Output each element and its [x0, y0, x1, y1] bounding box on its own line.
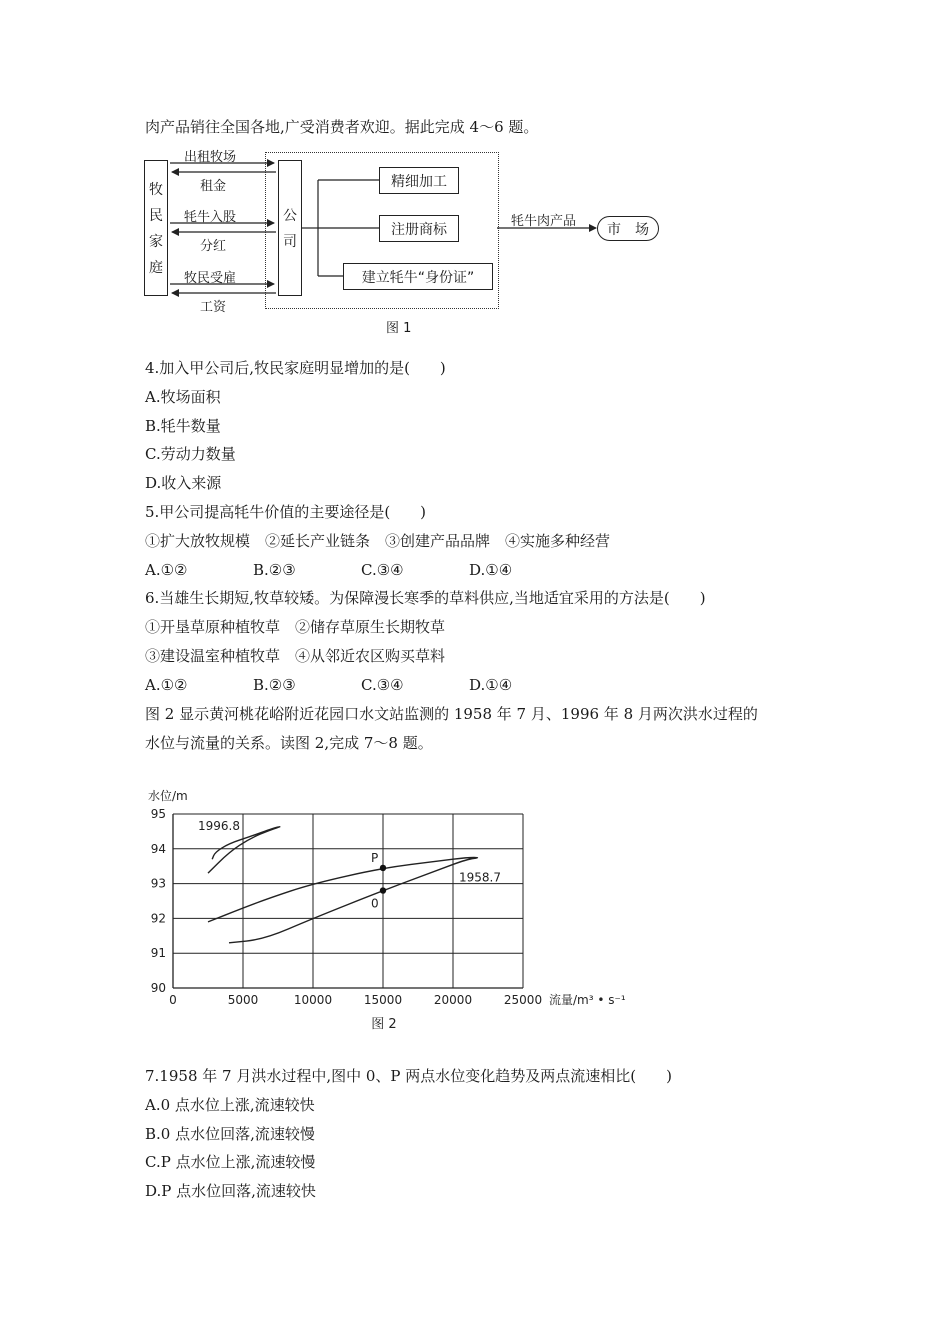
- passage-text-2-line-1: 图 2 显示黄河桃花峪附近花园口水文站监测的 1958 年 7 月、1996 年 8 月两次洪水过程的: [145, 705, 758, 723]
- herder-char: 庭: [149, 260, 163, 276]
- question-7-stem: 7.1958 年 7 月洪水过程中,图中 0、P 两点水位变化趋势及两点流速相比( ): [145, 1067, 672, 1085]
- series-label-1996-8: 1996.8: [198, 819, 240, 834]
- y-tick-label: 92: [150, 911, 166, 926]
- x-axis-label: 流量/m³ • s⁻¹: [549, 993, 626, 1007]
- marked-point-label: 0: [371, 896, 379, 911]
- question-6-option-a: A.①②: [145, 676, 188, 694]
- herder-char: 家: [149, 234, 163, 250]
- x-tick-label: 15000: [363, 993, 403, 1007]
- passage-text: 肉产品销往全国各地,广受消费者欢迎。据此完成 4～6 题。: [145, 118, 539, 136]
- x-tick-label: 20000: [433, 993, 473, 1007]
- series-label-1958-7: 1958.7: [459, 870, 501, 885]
- question-6-items-1: ①开垦草原种植牧草 ②储存草原生长期牧草: [145, 618, 446, 636]
- question-5-stem: 5.甲公司提高牦牛价值的主要途径是( ): [145, 503, 427, 521]
- y-tick-label: 90: [150, 981, 166, 995]
- label-herder-employment: 牧民受雇: [184, 271, 237, 286]
- company-char: 司: [283, 234, 297, 250]
- herder-char: 牧: [149, 182, 163, 198]
- question-5-items: ①扩大放牧规模 ②延长产业链条 ③创建产品品牌 ④实施多种经营: [145, 532, 611, 550]
- question-6-stem: 6.当雄生长期短,牧草较矮。为保障漫长寒季的草料供应,当地适宜采用的方法是( ): [145, 589, 706, 607]
- question-6-option-b: B.②③: [253, 676, 296, 694]
- label-dividends: 分红: [200, 239, 227, 254]
- question-6-items-2: ③建设温室种植牧草 ④从邻近农区购买草料: [145, 647, 446, 665]
- x-tick-label: 0: [169, 993, 177, 1007]
- company-char: 公: [283, 208, 297, 224]
- question-5-option-c: C.③④: [361, 561, 404, 579]
- y-axis-label: 水位/m: [148, 789, 188, 803]
- x-tick-label: 5000: [227, 993, 259, 1007]
- question-5-option-d: D.①④: [469, 561, 513, 579]
- series-line-1996-8: [208, 827, 280, 873]
- label-yak-shares: 牦牛入股: [184, 210, 237, 225]
- marked-point: [380, 865, 386, 871]
- y-tick-label: 94: [150, 841, 166, 856]
- figure-2-caption: 图 2: [371, 1017, 397, 1032]
- marked-point-label: P: [371, 850, 379, 865]
- label-wages: 工资: [200, 300, 227, 315]
- question-7-option-c: C.P 点水位上涨,流速较慢: [145, 1153, 316, 1171]
- label-rent-money: 租金: [200, 179, 227, 194]
- question-6-option-d: D.①④: [469, 676, 513, 694]
- question-4-option-b: B.牦牛数量: [145, 417, 221, 435]
- figure-2-chart: [140, 775, 660, 1040]
- question-7-option-d: D.P 点水位回落,流速较快: [145, 1182, 316, 1200]
- question-4-stem: 4.加入甲公司后,牧民家庭明显增加的是( ): [145, 359, 446, 377]
- activity-register-trademark: 注册商标: [379, 215, 459, 242]
- question-5-option-b: B.②③: [253, 561, 296, 579]
- activity-yak-id: 建立牦牛“身份证”: [343, 263, 493, 290]
- market-box: 市 场: [597, 216, 659, 241]
- question-5-option-a: A.①②: [145, 561, 188, 579]
- y-tick-label: 91: [150, 946, 166, 961]
- marked-point: [380, 887, 386, 893]
- question-7-option-a: A.0 点水位上涨,流速较快: [145, 1096, 315, 1114]
- series-line-1958-7: [208, 858, 478, 943]
- x-tick-label: 10000: [293, 993, 333, 1007]
- question-4-option-a: A.牧场面积: [145, 388, 221, 406]
- x-tick-label: 25000: [503, 993, 543, 1007]
- question-4-option-d: D.收入来源: [145, 474, 222, 492]
- y-tick-label: 93: [150, 876, 166, 891]
- herder-char: 民: [149, 208, 163, 224]
- question-6-option-c: C.③④: [361, 676, 404, 694]
- question-7-option-b: B.0 点水位回落,流速较慢: [145, 1125, 315, 1143]
- activity-fine-processing: 精细加工: [379, 167, 459, 194]
- label-yak-meat-products: 牦牛肉产品: [511, 214, 577, 229]
- passage-text-2-line-2: 水位与流量的关系。读图 2,完成 7～8 题。: [145, 734, 433, 752]
- question-4-option-c: C.劳动力数量: [145, 445, 236, 463]
- figure-1-caption: 图 1: [386, 321, 412, 336]
- y-tick-label: 95: [150, 807, 166, 821]
- label-rent-pasture: 出租牧场: [184, 150, 237, 165]
